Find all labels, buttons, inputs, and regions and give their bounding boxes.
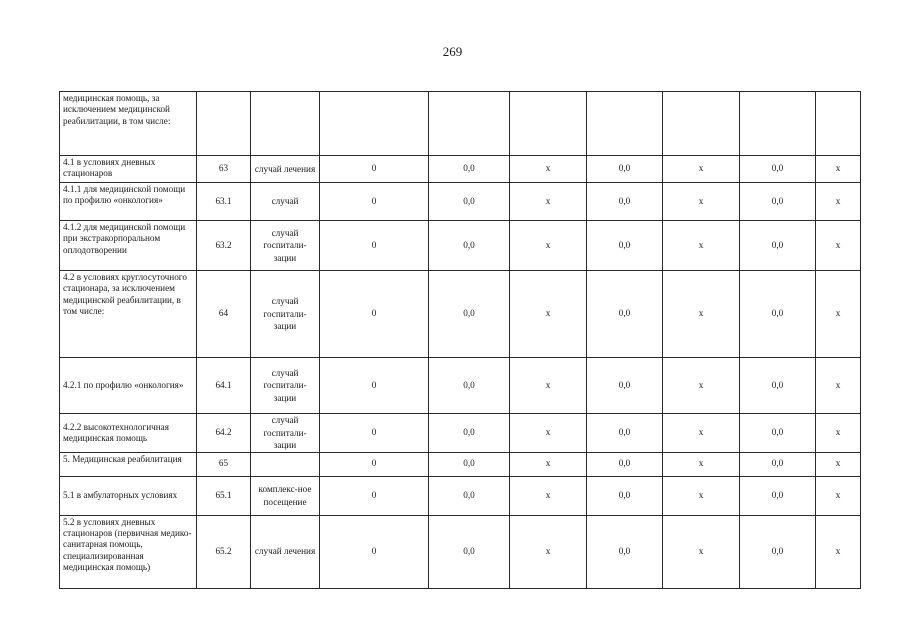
value-cell: 0,0 <box>429 271 510 358</box>
row-code-cell: 63 <box>197 156 251 183</box>
value-cell: 0,0 <box>429 183 510 221</box>
value-cell: 0,0 <box>587 183 663 221</box>
value-cell: 0 <box>320 156 429 183</box>
value-cell: x <box>816 476 861 515</box>
value-cell: x <box>510 515 587 588</box>
value-cell: x <box>663 515 740 588</box>
value-cell: 0,0 <box>740 221 816 271</box>
value-cell: x <box>510 156 587 183</box>
value-cell: 0 <box>320 452 429 476</box>
value-cell: x <box>663 358 740 414</box>
value-cell: 0,0 <box>429 476 510 515</box>
row-code-cell: 65 <box>197 452 251 476</box>
value-cell: x <box>510 452 587 476</box>
value-cell: 0,0 <box>587 452 663 476</box>
value-cell: x <box>816 183 861 221</box>
table-row <box>60 221 861 271</box>
table-row <box>60 358 861 414</box>
value-cell: x <box>663 221 740 271</box>
row-unit-cell: случай госпитали-зации <box>251 414 320 453</box>
value-cell: 0,0 <box>429 414 510 453</box>
value-cell: x <box>510 271 587 358</box>
table-row <box>60 183 861 221</box>
value-cell: x <box>510 183 587 221</box>
value-cell: x <box>816 271 861 358</box>
row-name-cell: 5. Медицинская реабилитация <box>60 452 197 476</box>
value-cell: 0,0 <box>740 414 816 453</box>
row-unit-cell: случай <box>251 183 320 221</box>
value-cell: 0,0 <box>740 271 816 358</box>
value-cell <box>429 92 510 156</box>
value-cell: x <box>816 221 861 271</box>
row-unit-cell: случай лечения <box>251 515 320 588</box>
value-cell: 0,0 <box>429 358 510 414</box>
row-unit-cell: комплекс-ное посещение <box>251 476 320 515</box>
value-cell: x <box>816 358 861 414</box>
value-cell: 0,0 <box>429 452 510 476</box>
value-cell: x <box>663 271 740 358</box>
value-cell: x <box>510 414 587 453</box>
value-cell: x <box>663 183 740 221</box>
row-name-cell: 4.1 в условиях дневных стационаров <box>60 156 197 183</box>
table-row <box>60 92 861 156</box>
value-cell: 0,0 <box>740 183 816 221</box>
value-cell: 0,0 <box>587 414 663 453</box>
row-name-cell: 4.2 в условиях круглосуточного стационара, за исключением медицинской реабилитации, в том числе: <box>60 271 197 358</box>
table-row <box>60 156 861 183</box>
row-code-cell: 63.1 <box>197 183 251 221</box>
value-cell: 0,0 <box>740 476 816 515</box>
row-name-cell: 5.2 в условиях дневных стационаров (первичная медико-санитарная помощь, специализированная медицинская помощь) <box>60 515 197 588</box>
row-unit-cell: случай госпитали-зации <box>251 221 320 271</box>
value-cell: x <box>816 452 861 476</box>
value-cell: 0,0 <box>740 452 816 476</box>
value-cell <box>816 92 861 156</box>
value-cell: 0,0 <box>587 515 663 588</box>
value-cell <box>587 92 663 156</box>
row-unit-cell <box>251 452 320 476</box>
data-table <box>59 91 861 589</box>
value-cell: 0,0 <box>587 476 663 515</box>
value-cell: 0 <box>320 476 429 515</box>
row-code-cell: 64.2 <box>197 414 251 453</box>
row-code-cell: 65.1 <box>197 476 251 515</box>
row-name-cell: медицинская помощь, за исключением медицинской реабилитации, в том числе: <box>60 92 197 156</box>
row-code-cell <box>197 92 251 156</box>
value-cell: x <box>816 414 861 453</box>
value-cell: 0,0 <box>740 515 816 588</box>
row-name-cell: 5.1 в амбулаторных условиях <box>60 476 197 515</box>
value-cell: 0 <box>320 414 429 453</box>
value-cell: 0,0 <box>587 221 663 271</box>
row-name-cell: 4.1.1 для медицинской помощи по профилю «онкология» <box>60 183 197 221</box>
value-cell <box>510 92 587 156</box>
table-row <box>60 414 861 453</box>
value-cell: 0,0 <box>587 271 663 358</box>
table-row <box>60 271 861 358</box>
row-unit-cell: случай госпитали-зации <box>251 358 320 414</box>
value-cell: 0,0 <box>429 221 510 271</box>
value-cell: x <box>816 515 861 588</box>
row-name-cell: 4.2.2 высокотехнологичная медицинская помощь <box>60 414 197 453</box>
value-cell: 0,0 <box>740 156 816 183</box>
value-cell: x <box>510 358 587 414</box>
table-row <box>60 515 861 588</box>
row-name-cell: 4.2.1 по профилю «онкология» <box>60 358 197 414</box>
value-cell: x <box>663 452 740 476</box>
value-cell <box>320 92 429 156</box>
value-cell: 0 <box>320 221 429 271</box>
value-cell: 0,0 <box>429 515 510 588</box>
value-cell: 0 <box>320 271 429 358</box>
value-cell: 0 <box>320 183 429 221</box>
table-row <box>60 452 861 476</box>
row-unit-cell: случай госпитали-зации <box>251 271 320 358</box>
value-cell <box>663 92 740 156</box>
value-cell: 0,0 <box>429 156 510 183</box>
row-unit-cell <box>251 92 320 156</box>
row-name-cell: 4.1.2 для медицинской помощи при экстракорпоральном оплодотворении <box>60 221 197 271</box>
row-code-cell: 64.1 <box>197 358 251 414</box>
value-cell: 0,0 <box>587 156 663 183</box>
row-unit-cell: случай лечения <box>251 156 320 183</box>
value-cell: 0,0 <box>740 358 816 414</box>
row-code-cell: 64 <box>197 271 251 358</box>
value-cell: x <box>663 156 740 183</box>
table-row <box>60 476 861 515</box>
value-cell: x <box>663 414 740 453</box>
value-cell: 0,0 <box>587 358 663 414</box>
value-cell: x <box>816 156 861 183</box>
row-code-cell: 65.2 <box>197 515 251 588</box>
value-cell: x <box>510 476 587 515</box>
value-cell: 0 <box>320 515 429 588</box>
value-cell <box>740 92 816 156</box>
value-cell: x <box>663 476 740 515</box>
value-cell: 0 <box>320 358 429 414</box>
value-cell: x <box>510 221 587 271</box>
page-number: 269 <box>442 44 463 59</box>
row-code-cell: 63.2 <box>197 221 251 271</box>
